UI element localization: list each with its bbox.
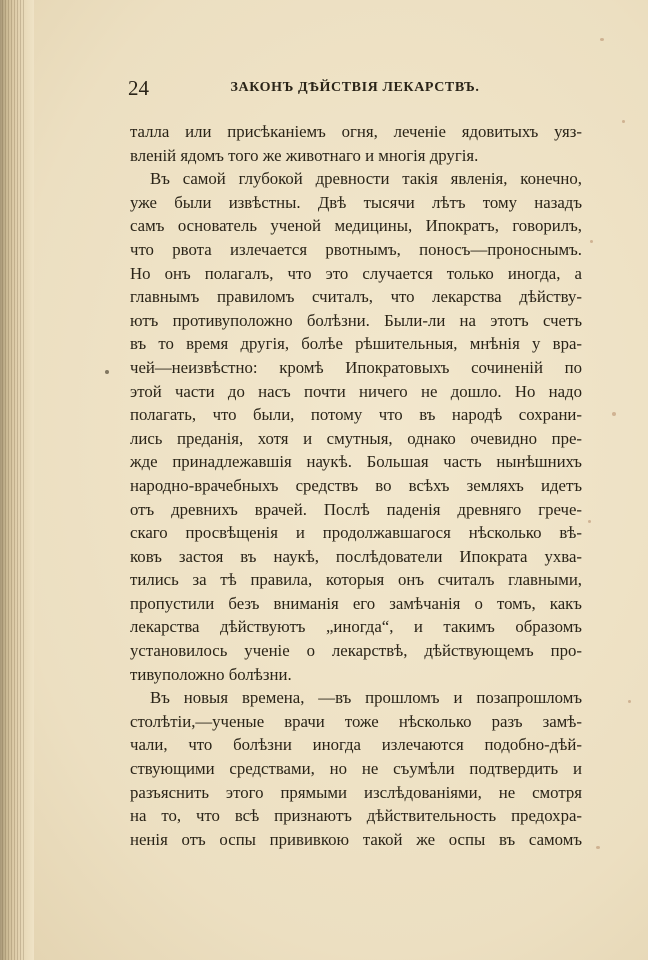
running-title: ЗАКОНЪ ДѢЙСТВІЯ ЛЕКАРСТВЪ. xyxy=(230,80,480,95)
text-line: чей—неизвѣстно: кромѣ Ипократовыхъ сочиненій по xyxy=(130,357,582,377)
text-line: вленій ядомъ того же животнаго и многія другія. xyxy=(130,145,479,165)
text-line: тились за тѣ правила, которыя онъ считалъ главными, xyxy=(130,570,582,590)
text-line: главнымъ правиломъ считалъ, что лекарства дѣйству- xyxy=(130,287,582,307)
body-text xyxy=(130,120,582,851)
text-line: разъяснить этого прямыми изслѣдованіями, не смотря xyxy=(130,782,582,802)
paper-speck xyxy=(105,370,109,374)
text-line: жде принадлежавшія наукѣ. Большая часть нынѣшнихъ xyxy=(130,452,582,472)
text-line: Но онъ полагалъ, что это случается только иногда, а xyxy=(130,263,582,283)
page-header xyxy=(128,76,582,100)
paper-speck xyxy=(600,38,604,41)
text-line: Въ самой глубокой древности такія явленія, конечно, xyxy=(150,169,582,189)
page-number: 24 xyxy=(128,76,149,100)
paper-speck xyxy=(612,412,616,416)
text-line: ковъ застоя въ наукѣ, послѣдователи Ипократа ухва- xyxy=(130,546,582,566)
text-line: самъ основатель ученой медицины, Ипократъ, говорилъ, xyxy=(130,216,582,236)
text-line: талла или присѣканіемъ огня, леченіе ядовитыхъ уяз- xyxy=(130,122,582,141)
page-gutter xyxy=(0,0,34,960)
text-line: на то, что всѣ признаютъ дѣйствительность предохра- xyxy=(130,806,582,826)
paper-speck xyxy=(628,700,631,703)
gutter-edge-lines xyxy=(2,0,24,960)
text-line: лекарства дѣйствуютъ „иногда“, и такимъ образомъ xyxy=(130,617,582,637)
text-line: столѣтіи,—ученые врачи тоже нѣсколько разъ замѣ- xyxy=(130,711,582,731)
text-line: народно-врачебныхъ средствъ во всѣхъ земляхъ идетъ xyxy=(130,475,582,495)
text-line: тивуположно болѣзни. xyxy=(130,664,292,684)
text-line: ствующими средствами, но не съумѣли подтвердить и xyxy=(130,759,582,779)
text-line: пропустили безъ вниманія его замѣчанія о томъ, какъ xyxy=(130,593,582,613)
text-line: уже были извѣстны. Двѣ тысячи лѣтъ тому назадъ xyxy=(130,192,582,212)
text-line: полагать, что были, потому что въ народѣ сохрани- xyxy=(130,405,582,425)
text-line: чали, что болѣзни иногда излечаются подобно-дѣй- xyxy=(130,735,582,755)
paper-speck xyxy=(622,120,625,123)
paper-speck xyxy=(588,520,591,523)
paper-speck xyxy=(596,846,600,849)
paper-speck xyxy=(590,240,593,243)
text-line: ютъ противуположно болѣзни. Были-ли на этотъ счетъ xyxy=(130,310,582,330)
text-line: установилось ученіе о лекарствѣ, дѣйствующемъ про- xyxy=(130,641,582,661)
text-line: въ то время другія, болѣе рѣшительныя, мнѣнія у вра- xyxy=(130,334,582,354)
text-line: ненія отъ оспы прививкою такой же оспы въ самомъ xyxy=(130,829,582,849)
text-line: что рвота излечается рвотнымъ, поносъ—проноснымъ. xyxy=(130,239,582,259)
text-line: скаго просвѣщенія и продолжавшагося нѣсколько вѣ- xyxy=(130,523,582,543)
text-line: отъ древнихъ врачей. Послѣ паденія древняго грече- xyxy=(130,499,582,519)
text-line: лись преданія, хотя и смутныя, однако очевидно пре- xyxy=(130,428,582,448)
text-line: этой части до насъ почти ничего не дошло. Но надо xyxy=(130,381,582,401)
text-line: Въ новыя времена, —въ прошломъ и позапрошломъ xyxy=(150,688,582,708)
